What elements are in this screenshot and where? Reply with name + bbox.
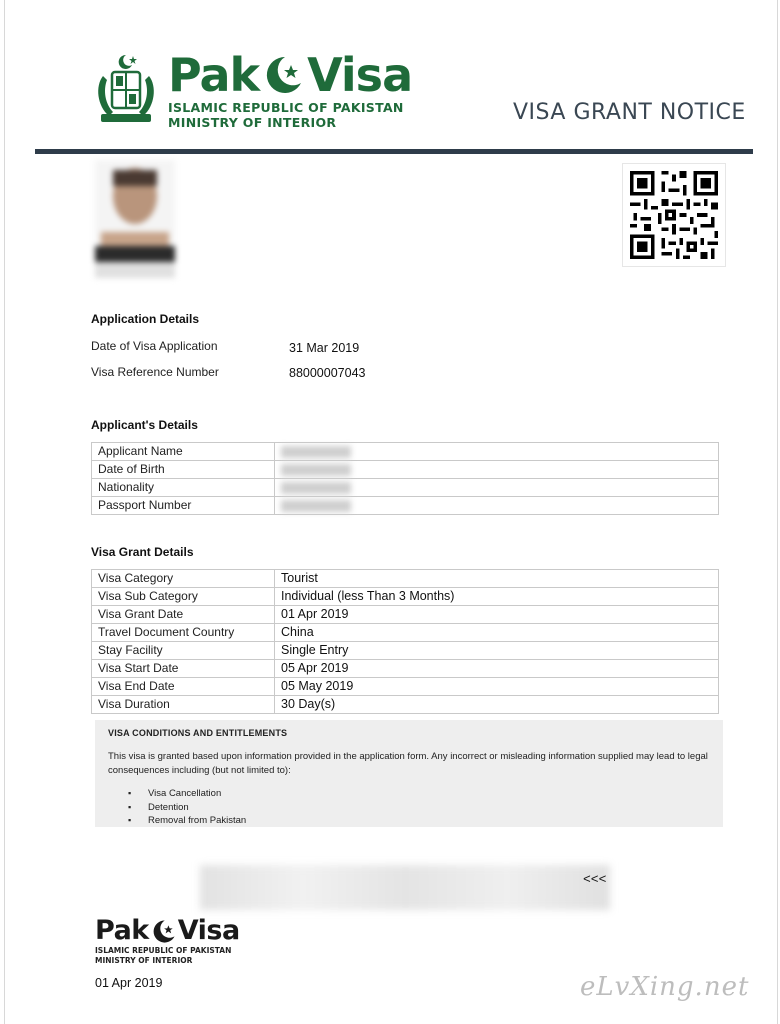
table-row	[92, 443, 719, 461]
date-of-birth-value	[275, 461, 719, 479]
visa-sub-category-label: Visa Sub Category	[92, 588, 275, 606]
visa-grant-details-table	[91, 569, 719, 714]
footer-subtitle-country: ISLAMIC REPUBLIC OF PAKISTAN	[95, 946, 232, 955]
nationality-value	[275, 479, 719, 497]
footer-date: 01 Apr 2019	[95, 976, 163, 990]
table-row	[92, 461, 719, 479]
footer-brand	[95, 916, 240, 966]
visa-grant-details-title: Visa Grant Details	[91, 545, 194, 559]
footer-brand-left: Pak	[95, 915, 149, 946]
list-item: ▪ Visa Cancellation	[128, 787, 246, 801]
table-row	[92, 678, 719, 696]
applicant-name-value	[275, 443, 719, 461]
table-row	[92, 624, 719, 642]
header-divider	[35, 149, 753, 154]
visa-conditions-box	[95, 720, 723, 827]
reference-number-label: Visa Reference Number	[91, 365, 219, 379]
stay-facility-value: Single Entry	[275, 642, 719, 660]
visa-category-label: Visa Category	[92, 570, 275, 588]
stay-facility-label: Stay Facility	[92, 642, 275, 660]
application-details-title: Application Details	[91, 312, 200, 326]
table-row	[92, 570, 719, 588]
table-row	[92, 660, 719, 678]
brand-logo	[168, 50, 412, 100]
table-row	[92, 696, 719, 714]
pakvisa-brand	[168, 50, 412, 130]
footer-subtitle-ministry: MINISTRY OF INTERIOR	[95, 956, 193, 965]
passport-number-label: Passport Number	[92, 497, 275, 515]
passport-number-value	[275, 497, 719, 515]
visa-end-date-label: Visa End Date	[92, 678, 275, 696]
visa-end-date-value: 05 May 2019	[275, 678, 719, 696]
brand-name-right: Visa	[307, 48, 413, 102]
machine-readable-zone	[200, 865, 610, 910]
redacted-value	[281, 464, 351, 476]
visa-sub-category-value: Individual (less Than 3 Months)	[275, 588, 719, 606]
applicant-name-label: Applicant Name	[92, 443, 275, 461]
watermark: eLvXing.net	[580, 972, 750, 1002]
travel-document-country-label: Travel Document Country	[92, 624, 275, 642]
nationality-label: Nationality	[92, 479, 275, 497]
visa-notice-page	[4, 0, 778, 1024]
visa-start-date-label: Visa Start Date	[92, 660, 275, 678]
visa-grant-date-value: 01 Apr 2019	[275, 606, 719, 624]
qr-code	[622, 163, 726, 267]
applicant-details-title: Applicant's Details	[91, 418, 198, 432]
visa-start-date-value: 05 Apr 2019	[275, 660, 719, 678]
date-of-birth-label: Date of Birth	[92, 461, 275, 479]
travel-document-country-value: China	[275, 624, 719, 642]
visa-duration-label: Visa Duration	[92, 696, 275, 714]
mrz-tail: <<<	[583, 872, 607, 887]
brand-name-left: Pak	[168, 48, 260, 102]
crescent-star-icon	[150, 918, 177, 945]
table-row	[92, 642, 719, 660]
list-item: ▪ Detention	[128, 801, 246, 815]
page-title: VISA GRANT NOTICE	[513, 100, 746, 125]
applicant-photo	[95, 160, 175, 278]
redacted-value	[281, 446, 351, 458]
state-emblem-icon	[93, 52, 159, 126]
crescent-star-icon	[261, 53, 305, 97]
table-row	[92, 606, 719, 624]
conditions-list	[128, 787, 246, 828]
footer-logo	[95, 916, 240, 946]
visa-duration-value: 30 Day(s)	[275, 696, 719, 714]
applicant-details-table	[91, 442, 719, 515]
reference-number-value: 88000007043	[289, 366, 366, 380]
table-row	[92, 588, 719, 606]
visa-category-value: Tourist	[275, 570, 719, 588]
application-date-label: Date of Visa Application	[91, 339, 218, 353]
table-row	[92, 479, 719, 497]
conditions-text: This visa is granted based upon information provided in the application form. Any incorrect or misleading information supplied may lead to legal consequences including (but not limited to):	[108, 751, 708, 776]
table-row	[92, 497, 719, 515]
application-date-value: 31 Mar 2019	[289, 341, 360, 355]
brand-subtitle-ministry: MINISTRY OF INTERIOR	[168, 115, 337, 130]
list-item: ▪ Removal from Pakistan	[128, 814, 246, 828]
footer-brand-right: Visa	[177, 915, 240, 946]
redacted-value	[281, 500, 351, 512]
visa-grant-date-label: Visa Grant Date	[92, 606, 275, 624]
conditions-title: VISA CONDITIONS AND ENTITLEMENTS	[108, 728, 288, 738]
redacted-value	[281, 482, 351, 494]
brand-subtitle-country: ISLAMIC REPUBLIC OF PAKISTAN	[168, 100, 404, 115]
